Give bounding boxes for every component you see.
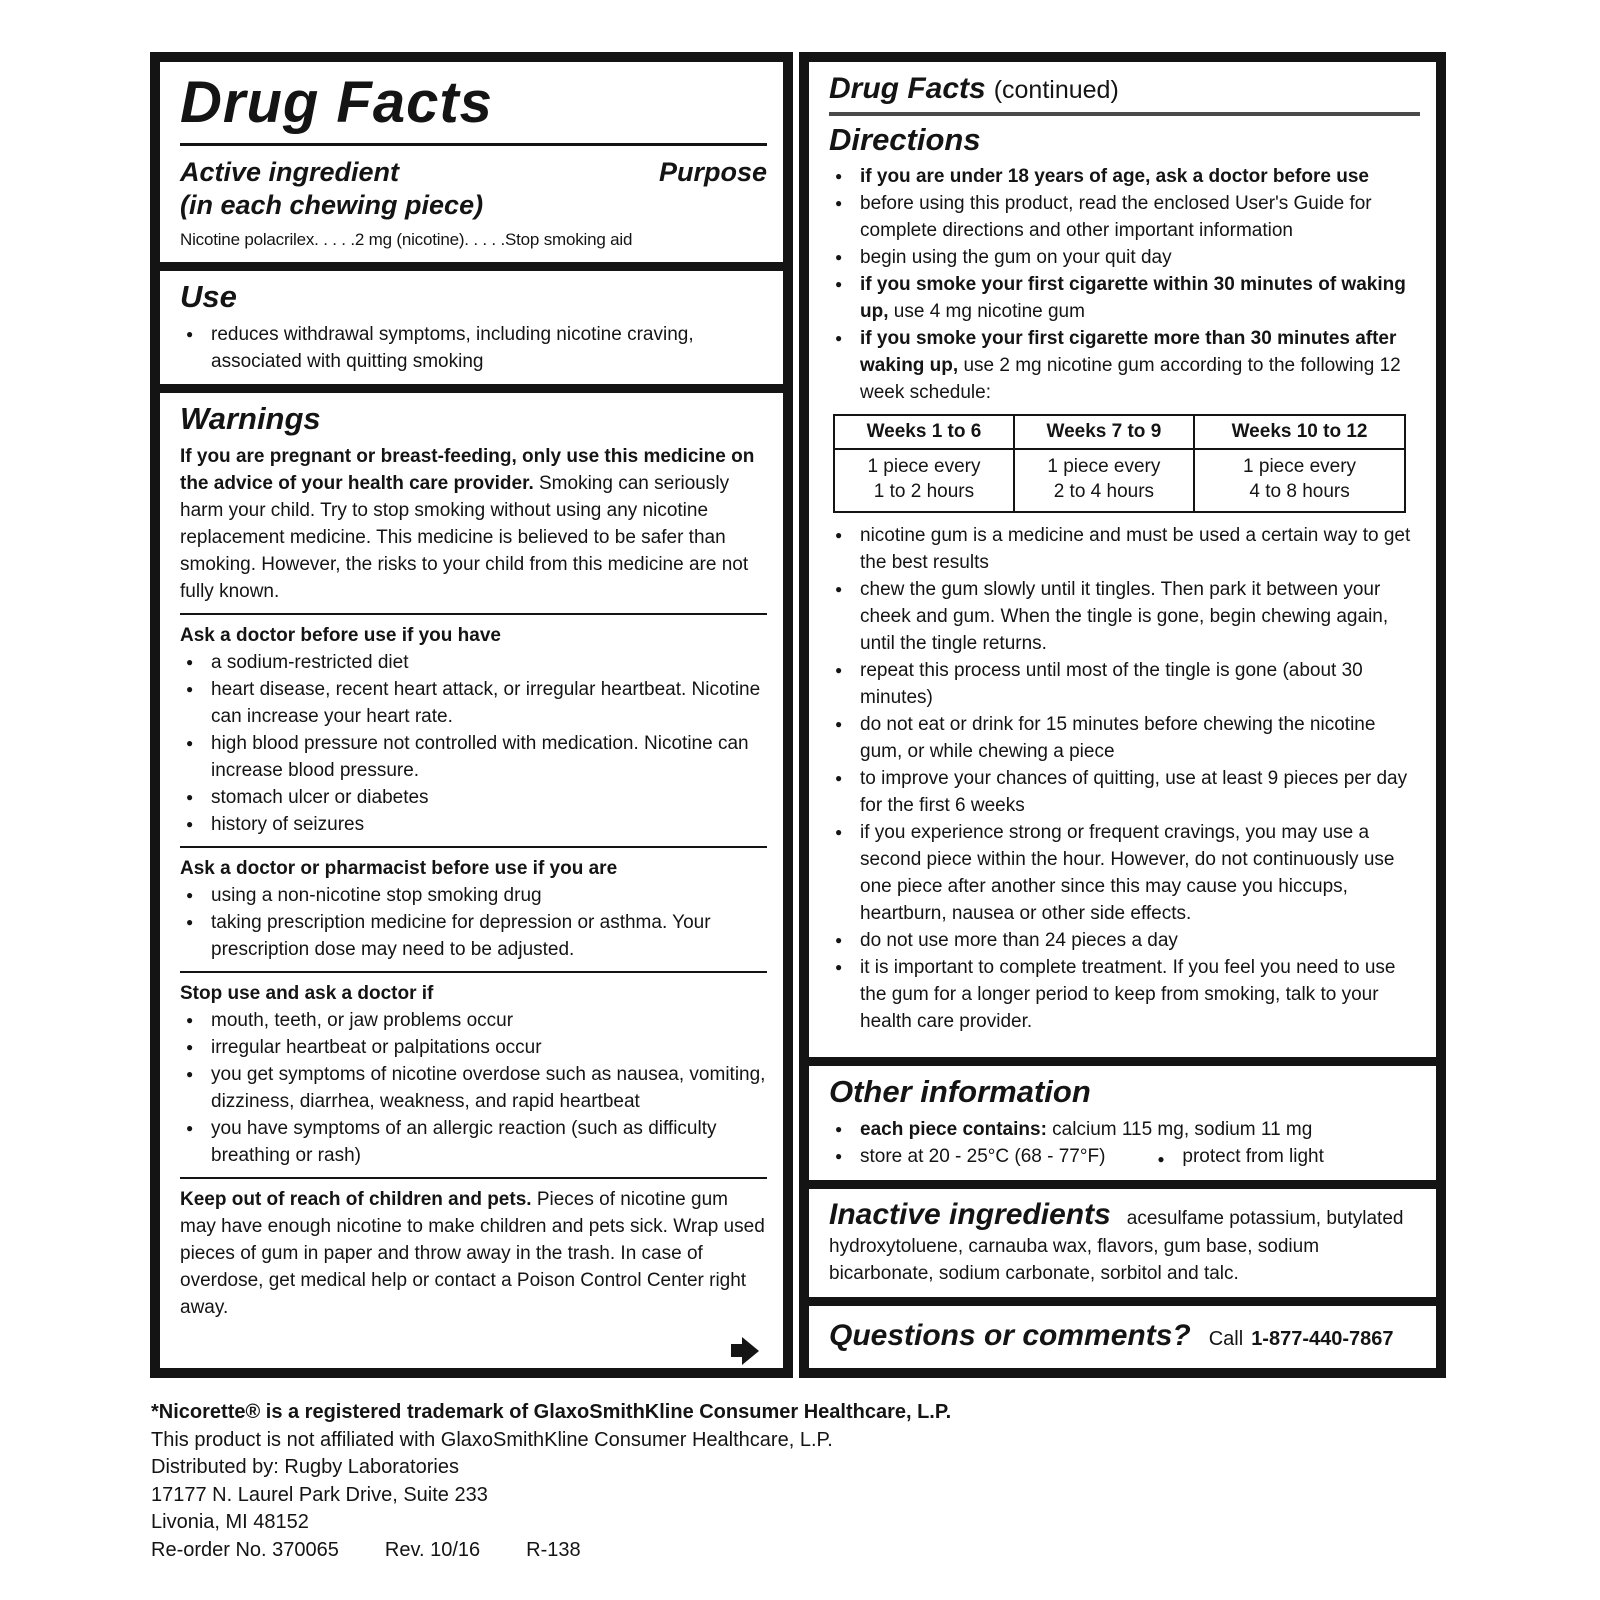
subsection-stop-use	[180, 971, 767, 1169]
ask-doctor-list	[180, 649, 767, 838]
list-item: ● high blood pressure not controlled with medication. Nicotine can increase blood pressure.	[180, 730, 767, 784]
other-information-list	[829, 1116, 1420, 1170]
list-item	[829, 1143, 1420, 1170]
pregnancy-warning-bold: If you are pregnant or breast-feeding, only use this medicine on the advice of your health care provider.	[180, 445, 755, 494]
list-item	[829, 325, 1420, 406]
list-item: ● do not eat or drink for 15 minutes before chewing the nicotine gum, or while chewing a piece	[829, 711, 1420, 765]
cell-line: 4 to 8 hours	[1249, 481, 1350, 503]
drug-facts-continued-title: Drug Facts	[829, 72, 986, 105]
section-directions	[809, 62, 1436, 1057]
inactive-ingredients-paragraph	[829, 1197, 1420, 1287]
subsection-ask-pharmacist	[180, 846, 767, 963]
bullet-bold: each piece contains:	[860, 1119, 1047, 1140]
cell-line: 1 piece every	[1047, 456, 1161, 478]
reorder-line	[151, 1537, 951, 1565]
cell-line: 2 to 4 hours	[1053, 481, 1155, 503]
directions-list-continued	[829, 522, 1420, 1035]
ask-pharmacist-list	[180, 882, 767, 963]
list-item	[829, 190, 1420, 244]
schedule-col-header: Weeks 7 to 9	[1014, 415, 1194, 449]
list-item: ● you get symptoms of nicotine overdose such as nausea, vomiting, dizziness, diarrhea, weakness, and rapid heartbeat	[180, 1061, 767, 1115]
active-ingredient-row	[180, 156, 767, 190]
section-inactive-ingredients	[809, 1189, 1436, 1297]
list-item	[829, 163, 1420, 190]
bullet-text: use 4 mg nicotine gum	[888, 301, 1085, 323]
bullet-bold: if you smoke your first cigarette within 30 minutes of waking up,	[860, 274, 1406, 323]
use-heading: Use	[180, 278, 237, 314]
list-item: ● you have symptoms of an allergic reaction (such as difficulty breathing or rash)	[180, 1115, 767, 1169]
schedule-header	[834, 415, 1405, 449]
stop-use-heading: Stop use and ask a doctor if	[180, 982, 434, 1004]
list-item: ● a sodium-restricted diet	[180, 649, 767, 676]
section-other-information	[809, 1066, 1436, 1180]
list-item: ● taking prescription medicine for depression or asthma. Your prescription dose may need to be adjusted.	[180, 909, 767, 963]
schedule-cell	[1194, 449, 1405, 512]
section-active-ingredient	[160, 62, 783, 262]
list-item: ● if you experience strong or frequent cravings, you may use a second piece within the hour. However, do not continuously use one piece after another since this may cause you hiccups, heartburn, nausea or other side effects.	[829, 819, 1420, 927]
trademark-line: *Nicorette® is a registered trademark of GlaxoSmithKline Consumer Healthcare, L.P.	[151, 1401, 952, 1423]
schedule-col-header: Weeks 1 to 6	[834, 415, 1014, 449]
continued-divider	[829, 112, 1420, 116]
list-item	[829, 244, 1420, 271]
keep-out-bold: Keep out of reach of children and pets.	[180, 1188, 532, 1210]
title-divider	[180, 143, 767, 146]
list-item: ● it is important to complete treatment. If you feel you need to use the gum for a longer period to keep from smoking, talk to your health care provider.	[829, 954, 1420, 1035]
list-item: ● nicotine gum is a medicine and must be used a certain way to get the best results	[829, 522, 1420, 576]
list-item: ● do not use more than 24 pieces a day	[829, 927, 1420, 954]
active-ingredient-heading: Active ingredient	[180, 156, 400, 187]
list-item: ● chew the gum slowly until it tingles. Then park it between your cheek and gum. When the tingle is gone, begin chewing again, until the tingle returns.	[829, 576, 1420, 657]
list-item: ● history of seizures	[180, 811, 767, 838]
bullet-text: begin using the gum on your quit day	[860, 247, 1172, 269]
section-warnings	[160, 393, 783, 1368]
right-column	[799, 52, 1446, 1378]
directions-heading: Directions	[829, 121, 981, 157]
distributor-line: Distributed by: Rugby Laboratories	[151, 1456, 459, 1478]
list-item	[829, 1116, 1420, 1143]
list-item: ● irregular heartbeat or palpitations occur	[180, 1034, 767, 1061]
call-label: Call	[1208, 1328, 1244, 1350]
list-item: ● using a non-nicotine stop smoking drug	[180, 882, 767, 909]
list-item	[829, 271, 1420, 325]
bullet-bold: if you are under 18 years of age, ask a doctor before use	[860, 166, 1369, 188]
bullet-bold: if you smoke your first cigarette more than 30 minutes after waking up,	[860, 328, 1397, 377]
cell-line: 1 to 2 hours	[873, 481, 975, 503]
directions-list	[829, 163, 1420, 406]
continue-arrow-row	[180, 1337, 767, 1365]
reorder-number: Re-order No. 370065	[151, 1538, 339, 1561]
warnings-heading: Warnings	[180, 400, 321, 436]
keep-out-text: Pieces of nicotine gum may have enough nicotine to make children and pets sick. Wrap used pieces of gum in paper and throw away in the trash. In case of overdose, get medical help or contact a Poison Control Center right away.	[180, 1188, 765, 1318]
purpose-heading: Purpose	[658, 156, 767, 187]
bullet-text: calcium 115 mg, sodium 11 mg	[1046, 1119, 1313, 1140]
schedule-cell	[834, 449, 1014, 512]
list-item: ● heart disease, recent heart attack, or irregular heartbeat. Nicotine can increase your heart rate.	[180, 676, 767, 730]
list-item: ● stomach ulcer or diabetes	[180, 784, 767, 811]
keep-out-paragraph	[180, 1186, 767, 1321]
ask-pharmacist-heading: Ask a doctor or pharmacist before use if you are	[180, 857, 618, 879]
storage-text: store at 20 - 25°C (68 - 77°F)	[860, 1146, 1106, 1167]
bullet-text: use 2 mg nicotine gum according to the following 12 week schedule:	[860, 355, 1401, 404]
subsection-ask-doctor	[180, 613, 767, 838]
inactive-ingredients-heading: Inactive ingredients	[829, 1198, 1111, 1231]
address-line: 17177 N. Laurel Park Drive, Suite 233	[151, 1483, 488, 1506]
arrow-tail	[731, 1344, 742, 1357]
active-ingredient-value: Nicotine polacrilex. . . . .2 mg (nicotine). . . . .Stop smoking aid	[180, 230, 633, 250]
pregnancy-warning	[180, 443, 767, 605]
cell-line: 1 piece every	[1243, 456, 1357, 478]
subsection-keep-out-of-reach	[180, 1177, 767, 1321]
stop-use-list	[180, 1007, 767, 1169]
list-item: ● mouth, teeth, or jaw problems occur	[180, 1007, 767, 1034]
drug-facts-title: Drug Facts	[180, 70, 493, 135]
city-line: Livonia, MI 48152	[151, 1511, 309, 1533]
bullet-text: protect from light	[1182, 1146, 1324, 1167]
affiliation-line: This product is not affiliated with GlaxoSmithKline Consumer Healthcare, L.P.	[151, 1428, 833, 1451]
pregnancy-warning-text: Smoking can seriously harm your child. Try to stop smoking without using any nicotine replacement medicine. This medicine is believed to be safer than smoking. However, the risks to your child from this medicine are not fully known.	[180, 472, 749, 602]
arrow-head	[742, 1337, 759, 1365]
revision: Rev. 10/16	[384, 1538, 481, 1561]
cell-line: 1 piece every	[867, 456, 981, 478]
left-column	[150, 52, 793, 1378]
schedule-body	[834, 449, 1405, 512]
section-use	[160, 271, 783, 384]
section-questions	[809, 1306, 1436, 1368]
protect-from-light	[1157, 1146, 1324, 1167]
table-row	[834, 449, 1405, 512]
ask-doctor-heading: Ask a doctor before use if you have	[180, 624, 501, 646]
schedule-cell	[1014, 449, 1194, 512]
phone-number: 1-877-440-7867	[1251, 1328, 1394, 1350]
bullet-text: before using this product, read the enclosed User's Guide for complete directions and other important information	[860, 193, 1372, 242]
active-ingredient-subheading: (in each chewing piece)	[180, 190, 484, 221]
schedule-col-header: Weeks 10 to 12	[1194, 415, 1405, 449]
list-item: ● to improve your chances of quitting, use at least 9 pieces per day for the first 6 weeks	[829, 765, 1420, 819]
continue-arrow-icon	[731, 1337, 759, 1365]
table-row	[834, 415, 1405, 449]
list-item: ● reduces withdrawal symptoms, including nicotine craving, associated with quitting smoking	[180, 321, 767, 375]
dosing-schedule-table	[833, 414, 1406, 513]
questions-heading: Questions or comments?	[829, 1319, 1191, 1352]
form-code: R-138	[526, 1538, 581, 1561]
list-item: ● repeat this process until most of the tingle is gone (about 30 minutes)	[829, 657, 1420, 711]
footer	[151, 1399, 951, 1564]
continued-title	[829, 70, 1420, 108]
other-information-heading: Other information	[829, 1074, 1091, 1110]
use-list	[180, 321, 767, 375]
inactive-ingredients-text: acesulfame potassium, butylated hydroxytoluene, carnauba wax, flavors, gum base, sodium bicarbonate, sodium carbonate, sorbitol and talc.	[829, 1208, 1404, 1284]
continued-suffix: (continued)	[993, 76, 1119, 104]
